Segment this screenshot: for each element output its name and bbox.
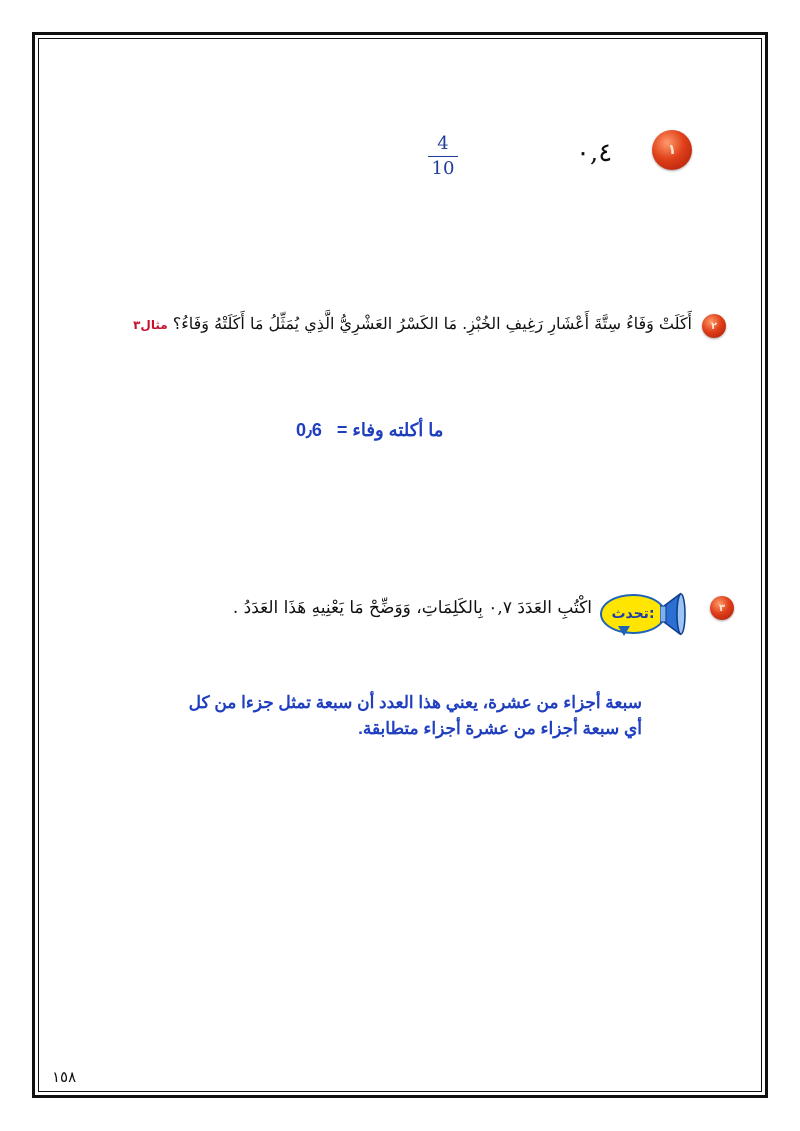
item1-fraction-numerator: 4 xyxy=(437,133,449,154)
item2-answer xyxy=(296,420,443,441)
item1-number-badge xyxy=(652,130,692,170)
item2-question-text: أَكَلَتْ وَفَاءُ سِتَّةَ أَعْشَارِ رَغِيفِ الخُبْزِ. مَا الكَسْرُ العَشْرِيُّ الَّذِي يُمَثِّلُ مَا أَكَلَتْهُ وَفَاءُ؟ xyxy=(172,314,692,333)
page-frame-inner xyxy=(38,38,762,1092)
talk-prompt xyxy=(600,588,688,640)
item2-question xyxy=(133,314,692,333)
fraction-bar xyxy=(428,156,458,157)
item3-answer-line2: أي سبعة أجزاء من عشرة أجزاء متطابقة. xyxy=(358,719,642,738)
speech-bubble-icon xyxy=(600,594,666,634)
item3-number-badge xyxy=(710,596,734,620)
item1-badge-label: ١ xyxy=(667,142,677,158)
item1-fraction-denominator: 10 xyxy=(431,158,455,179)
item2-answer-label: ما أكلته وفاء = xyxy=(336,420,444,440)
talk-label: تحدث: xyxy=(611,606,655,622)
item1-fraction xyxy=(428,134,458,179)
item1-decimal: ٠,٤ xyxy=(576,138,613,168)
item3-badge-label: ٣ xyxy=(718,602,726,614)
megaphone-icon xyxy=(660,590,688,638)
example-reference-tag: مثال٣ xyxy=(133,318,168,332)
item2-number-badge xyxy=(702,314,726,338)
speech-bubble-tail xyxy=(618,626,630,636)
page-number: ١٥٨ xyxy=(52,1068,77,1086)
item3-answer xyxy=(189,690,642,742)
item2-badge-label: ٢ xyxy=(710,320,718,332)
item3-question: اكْتُبِ العَدَدَ ٠,٧ بِالكَلِمَاتِ، وَوَضِّحْ مَا يَعْنِيهِ هَذَا العَدَدُ . xyxy=(232,598,592,618)
item2-answer-value: 0٫6 xyxy=(296,420,322,440)
item3-answer-line1: سبعة أجزاء من عشرة، يعني هذا العدد أن سبعة تمثل جزءا من كل xyxy=(188,693,642,712)
